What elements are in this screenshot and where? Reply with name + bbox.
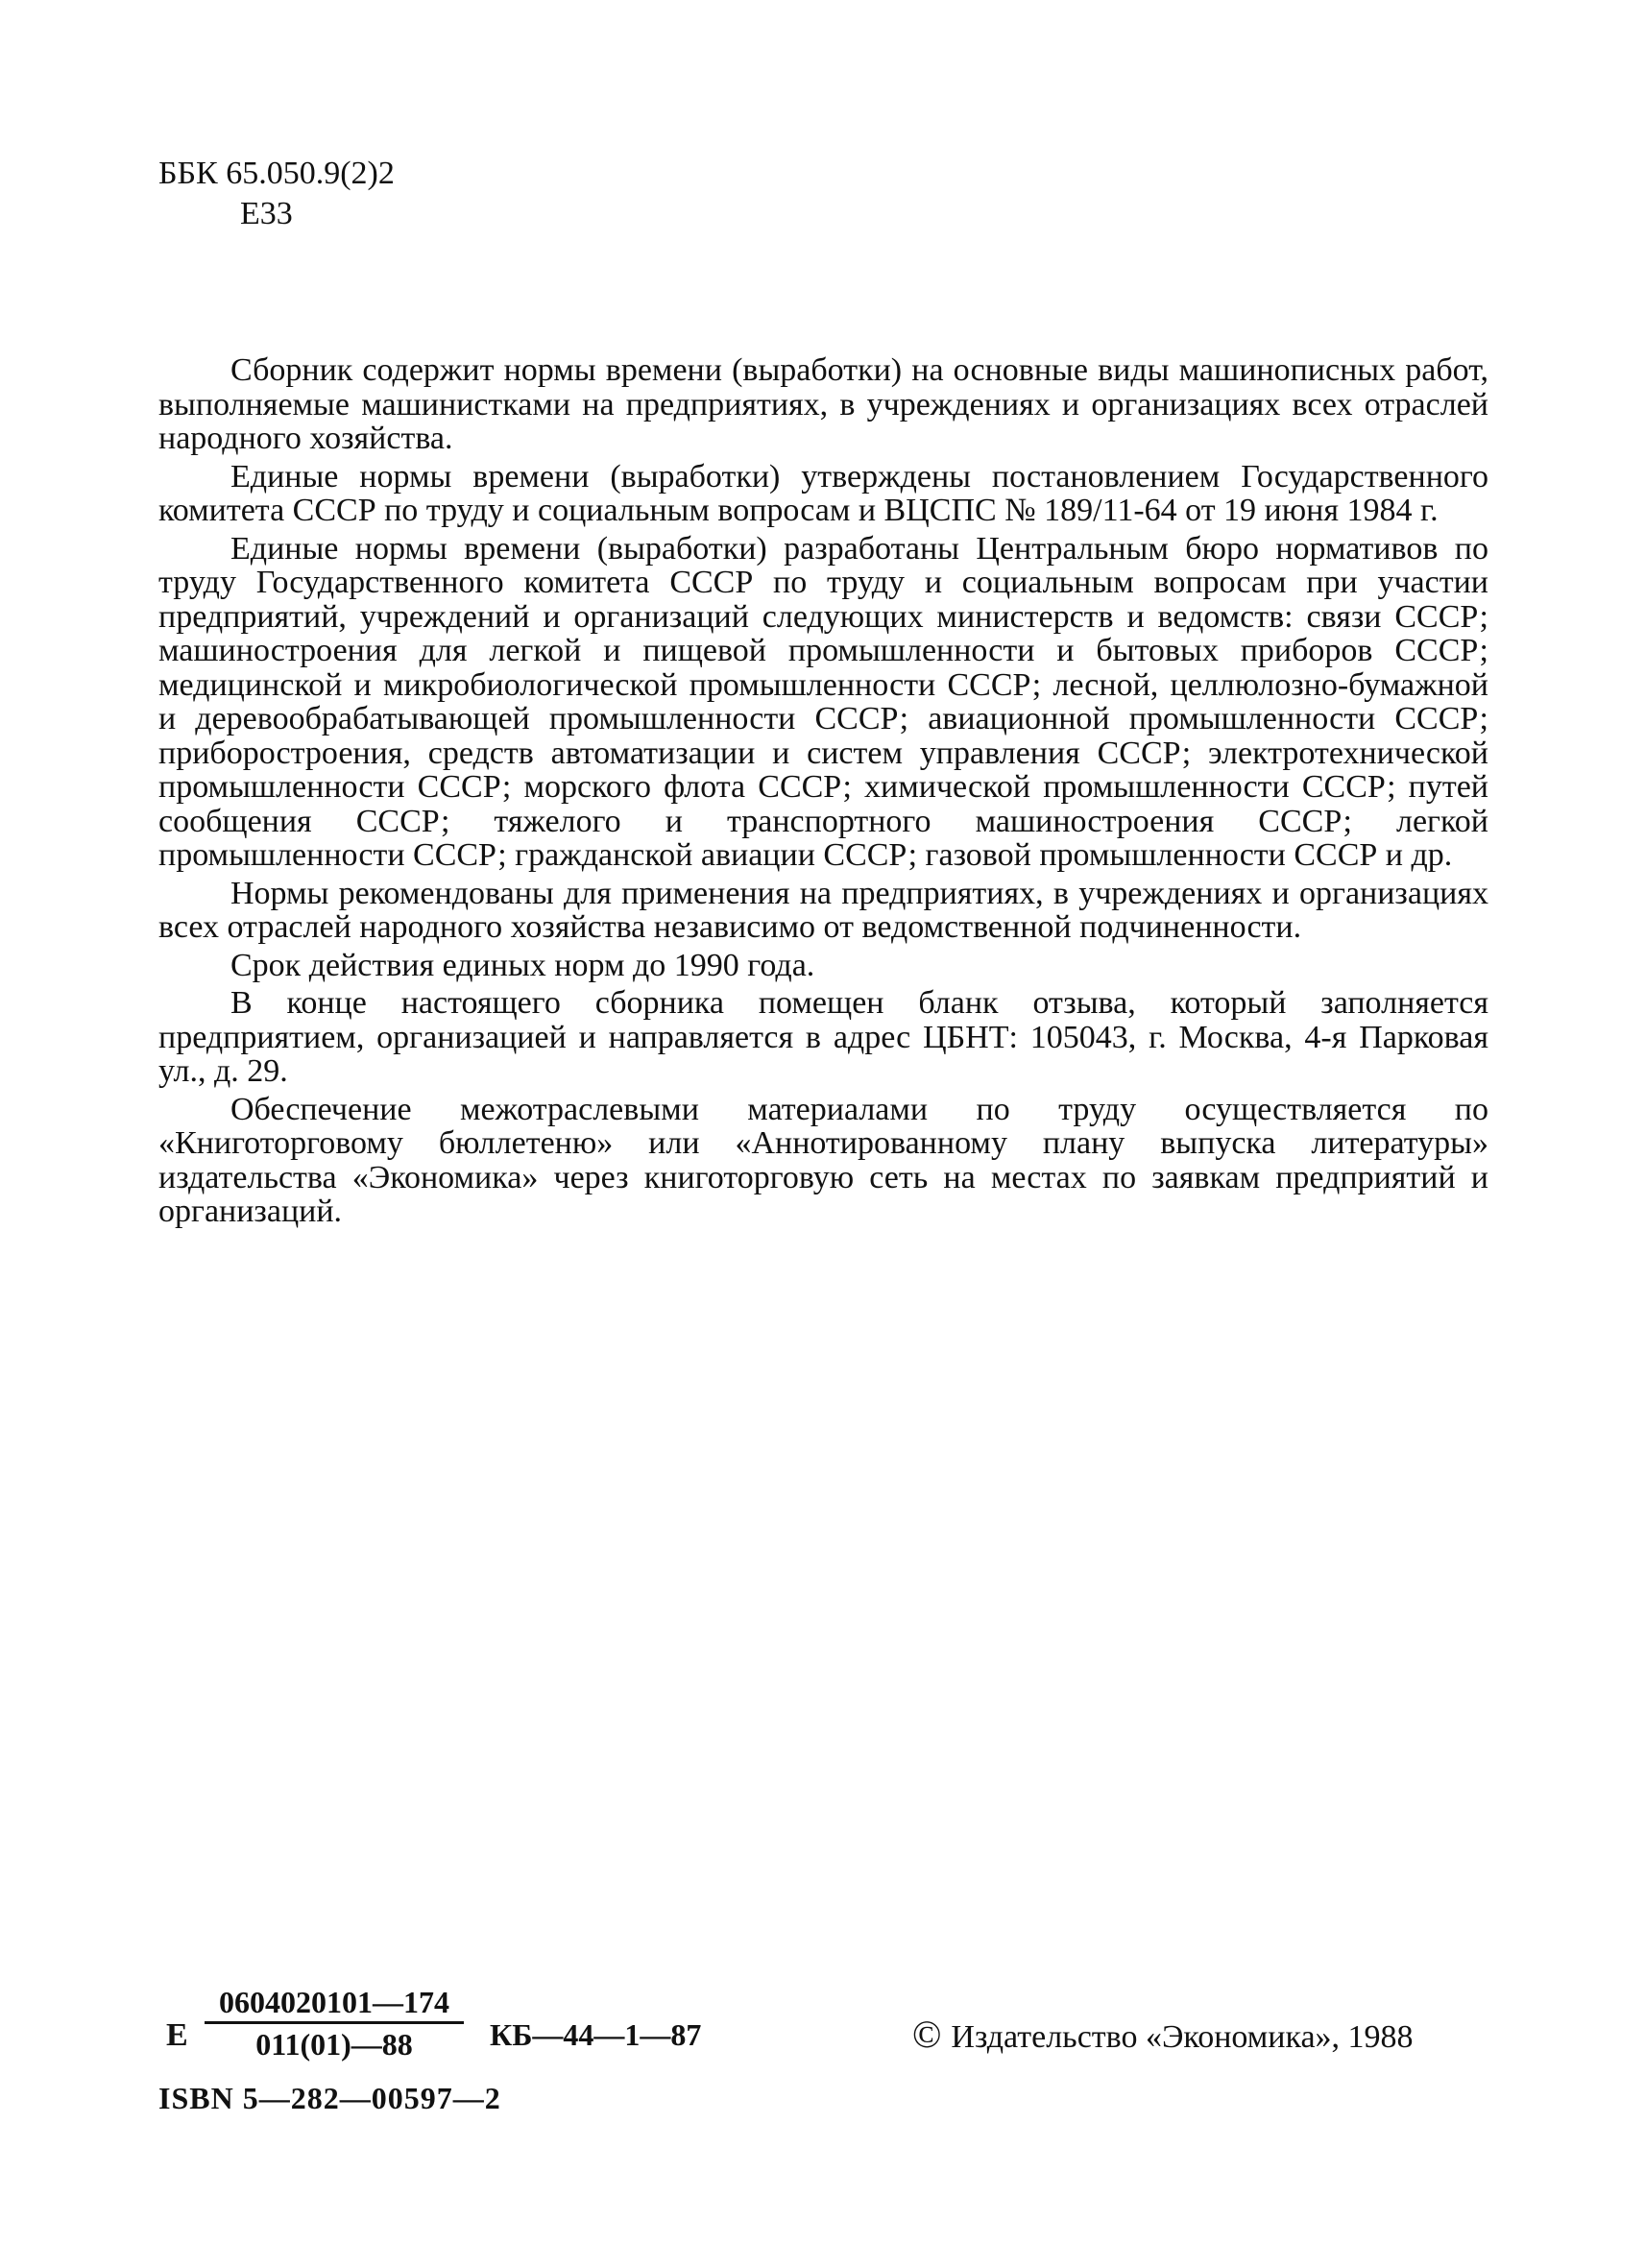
copyright-line (912, 2012, 1414, 2057)
fraction-numerator: 0604020101—174 (205, 1983, 464, 2024)
catalog-code: КБ—44—1—87 (490, 2017, 702, 2052)
paragraph-validity: Срок действия единых норм до 1990 года. (230, 947, 815, 983)
paragraph-contents: Сборник содержит нормы времени (выработки) на основные виды машинописных работ, выполняемые машинистками на предприятиях, в учреждениях и организациях всех отраслей народного хозяйства. (158, 352, 1488, 456)
fraction-denominator: 011(01)—88 (255, 2027, 413, 2062)
publication-index-fraction (205, 1983, 464, 2064)
paragraph-recommendation: Нормы рекомендованы для применения на предприятиях, в учреждениях и организациях всех отраслей народного хозяйства независимо от ведомственной подчиненности. (158, 875, 1488, 945)
paragraph-approval: Единые нормы времени (выработки) утверждены постановлением Государственного комитета СССР по труду и социальным вопросам и ВЦСПС № 189/11-64 от 19 июня 1984 г. (158, 458, 1488, 528)
annotation-text (158, 353, 1488, 1233)
author-sign: Е33 (240, 196, 293, 231)
index-letter: Е (166, 2017, 188, 2053)
paragraph-developers: Единые нормы времени (выработки) разработаны Центральным бюро нормативов по труду Государственного комитета СССР по труду и социальным вопросам при участии предприятий, учреждений и организаций следующих министерств и ведомств: связи СССР; машиностроения для легкой и пищевой промышленности и бытовых приборов СССР; медицинской и микробиологической промышленности СССР; лесной, целлюлозно-бумажной и деревообрабатывающей промышленности СССР; авиационной промышленности СССР; приборостроения, средств автоматизации и систем управления СССР; электротехнической промышленности СССР; морского флота СССР; химической промышленности СССР; путей сообщения СССР; тяжелого и транспортного машиностроения СССР; легкой промышленности СССР; гражданской авиации СССР; газовой промышленности СССР и др. (158, 530, 1488, 873)
paragraph-feedback: В конце настоящего сборника помещен бланк отзыва, который заполняется предприятием, организацией и направляется в адрес ЦБНТ: 105043, г. Москва, 4-я Парковая ул., д. 29. (158, 985, 1488, 1089)
copyright-icon: © (912, 2013, 942, 2056)
paragraph-distribution: Обеспечение межотраслевыми материалами по труду осуществляется по «Книготорговому бюллетеню» или «Аннотированному плану выпуска литературы» издательства «Экономика» через книготорговую сеть на местах по заявкам предприятий и организаций. (158, 1091, 1488, 1229)
copyright-text: Издательство «Экономика», 1988 (951, 2019, 1414, 2055)
classification-block (158, 154, 395, 234)
isbn: ISBN 5—282—00597—2 (158, 2081, 501, 2115)
bbk-code: ББК 65.050.9(2)2 (158, 156, 395, 191)
